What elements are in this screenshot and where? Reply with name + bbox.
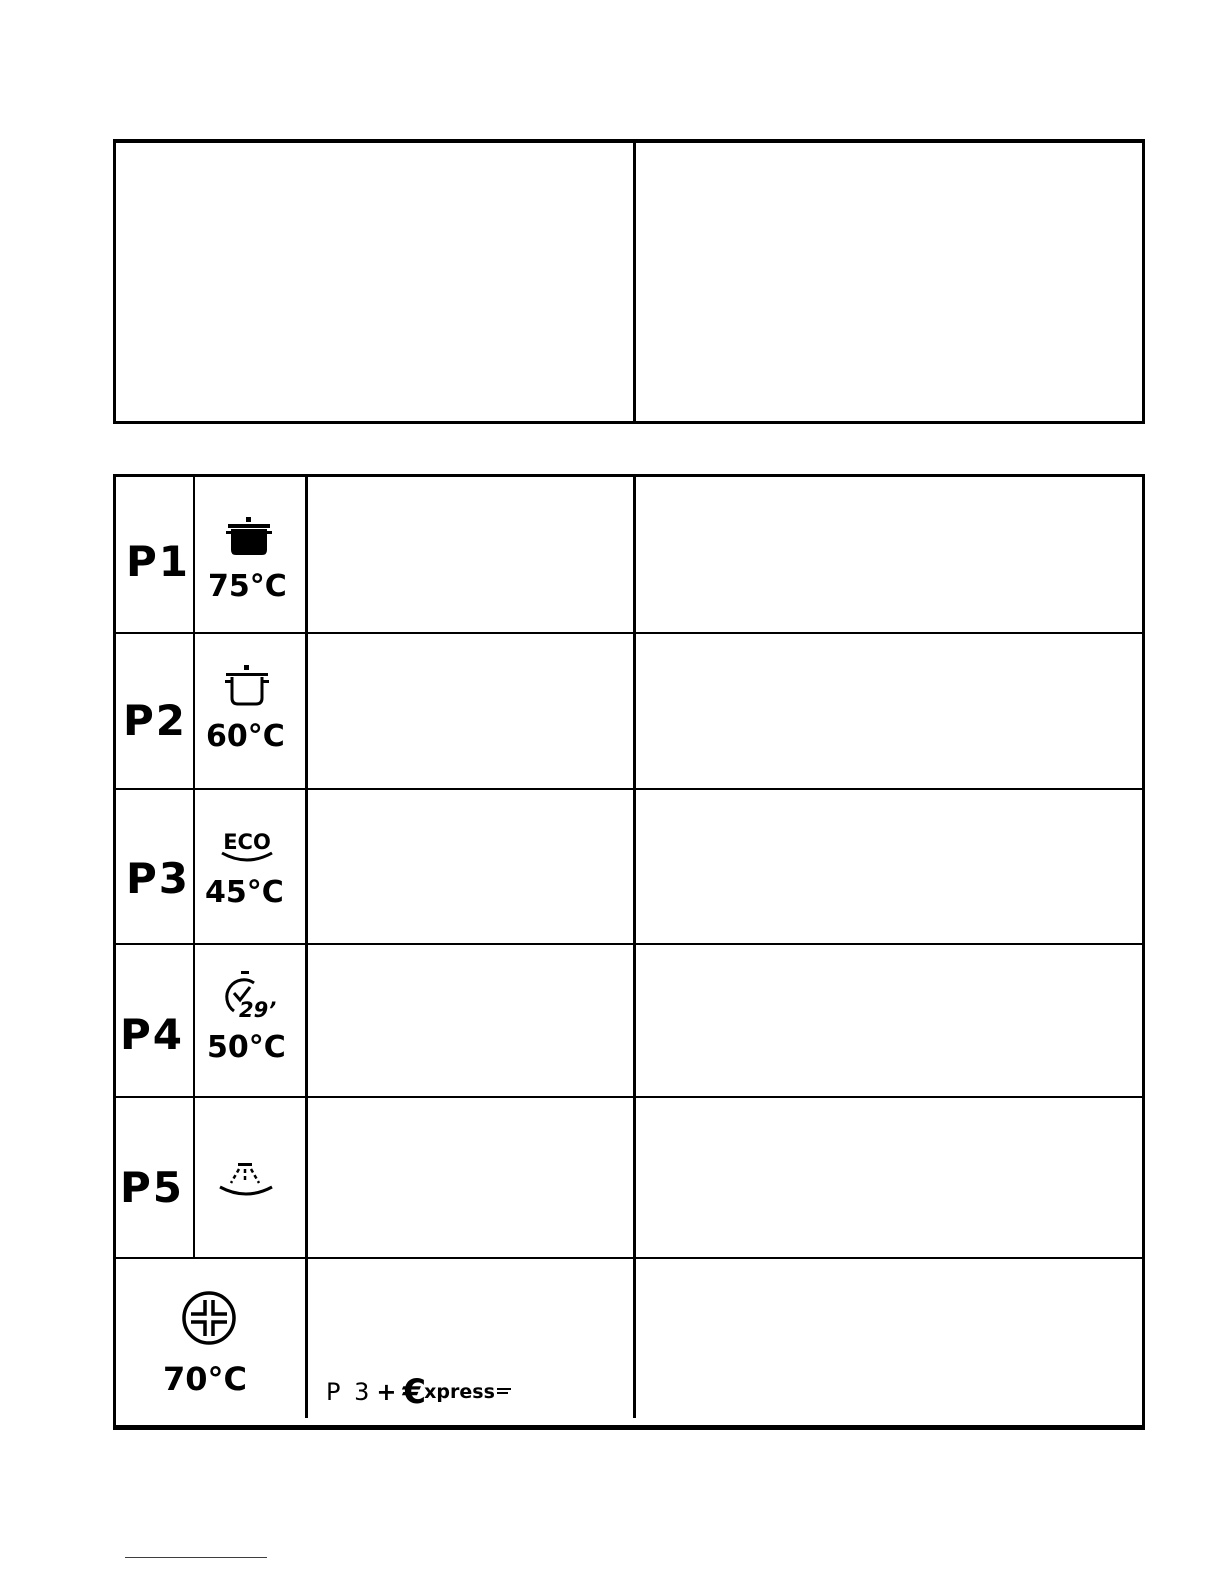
saucepan-filled-icon <box>226 517 272 565</box>
row-divider-5 <box>116 1257 1142 1259</box>
express-label: xpress <box>424 1381 495 1403</box>
combo-plus-sign: + <box>376 1378 397 1406</box>
program-code-p3: P3 <box>126 854 191 903</box>
sanitize-cross-icon <box>181 1290 237 1350</box>
program-code-p5: P5 <box>120 1163 185 1212</box>
row-divider-1 <box>116 632 1142 634</box>
temperature-p2: 60°C <box>206 719 285 754</box>
row-divider-2 <box>116 788 1142 790</box>
col-divider-main <box>633 477 636 1418</box>
speed-lines-icon <box>497 1383 511 1402</box>
header-box-divider <box>633 143 636 421</box>
col-divider-icon <box>305 477 308 1418</box>
temperature-sanitize: 70°C <box>163 1360 248 1398</box>
program-code-p2: P2 <box>123 696 188 745</box>
temperature-p1: 75°C <box>208 569 287 604</box>
combo-program-label: P 3 <box>326 1378 373 1406</box>
temperature-p4: 50°C <box>207 1030 286 1065</box>
rinse-spray-icon <box>217 1161 275 1205</box>
timer-29-label: 29’ <box>239 998 277 1021</box>
saucepan-outline-icon <box>224 665 270 713</box>
row-divider-3 <box>116 943 1142 945</box>
program-table <box>113 474 1145 1430</box>
timer-29-icon <box>214 971 288 1025</box>
p3-express-combo <box>326 1372 511 1412</box>
express-euro-icon: € <box>402 1372 427 1412</box>
eco-icon-label: ECO <box>223 830 271 854</box>
col-divider-code <box>193 477 195 1257</box>
header-box <box>113 139 1145 424</box>
temperature-p3: 45°C <box>205 875 284 910</box>
footer-link-underline <box>125 1557 267 1558</box>
row-divider-4 <box>116 1096 1142 1098</box>
program-code-p1: P1 <box>126 537 191 586</box>
eco-icon <box>219 829 275 869</box>
program-code-p4: P4 <box>120 1010 185 1059</box>
